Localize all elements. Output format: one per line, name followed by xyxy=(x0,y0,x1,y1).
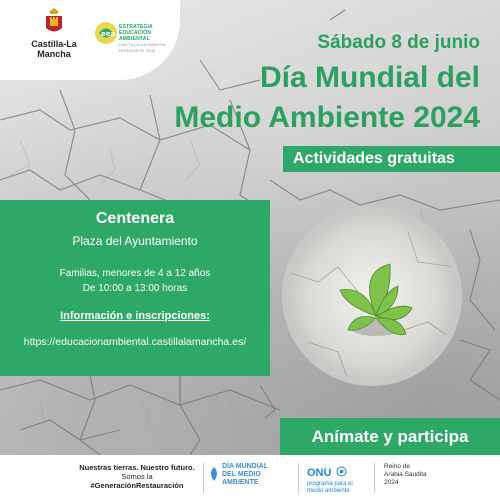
event-info-box xyxy=(0,200,270,376)
footer-divider xyxy=(203,463,204,493)
wed-line: AMBIENTE xyxy=(222,479,259,486)
svg-text:eea: eea xyxy=(101,30,116,38)
tagline-line-1: Nuestras tierras. Nuestro futuro. xyxy=(79,463,195,472)
wed-line: DÍA MUNDIAL xyxy=(222,463,269,470)
un-emblem-icon xyxy=(336,466,347,477)
wed-line: DEL MEDIO xyxy=(222,471,261,478)
host-year: 2024 xyxy=(384,479,399,486)
event-audience: Familias, menores de 4 a 12 años xyxy=(59,268,211,279)
event-title-line-2: Medio Ambiente 2024 xyxy=(174,101,480,134)
seedling-photo-circle xyxy=(282,206,462,386)
host-country xyxy=(384,463,444,487)
event-town: Centenera xyxy=(95,210,175,227)
program-logo-sub: CASTILLA-LA MANCHA HORIZONTE 2030 xyxy=(119,42,166,53)
region-logo-label: Castilla-La Mancha xyxy=(31,39,77,59)
participate-banner: Anímate y participa xyxy=(280,418,500,455)
free-activities-banner: Actividades gratuitas xyxy=(283,146,500,172)
program-logo-line: ESTRATEGIA xyxy=(119,24,153,30)
host-line-2: Arabia Saudita xyxy=(384,471,427,478)
event-date: Sábado 8 de junio xyxy=(317,32,480,53)
unep-sub-1: programa para el xyxy=(307,481,353,487)
eea-leaf-icon xyxy=(93,20,119,46)
event-title xyxy=(120,58,480,138)
event-title-line-1: Día Mundial del xyxy=(259,61,480,94)
unep-sub-2: medio ambiente xyxy=(307,488,350,494)
info-registration-label: Información e inscripciones: xyxy=(60,310,210,322)
region-logo xyxy=(14,8,94,59)
unep-logo xyxy=(307,463,367,495)
tagline-line-2: Somos la xyxy=(121,472,153,481)
program-logo-line: EDUCACIÓN xyxy=(119,30,152,36)
world-environment-day-icon xyxy=(208,467,220,481)
tagline-hashtag: #GeneraciónRestauración xyxy=(90,481,184,490)
event-place: Plaza del Ayuntamiento xyxy=(72,234,198,248)
world-environment-day-logo xyxy=(222,463,292,487)
seedling-icon xyxy=(288,212,456,380)
host-line-1: Reino de xyxy=(384,463,411,470)
event-hours: De 10:00 a 13:00 horas xyxy=(82,283,188,294)
footer-divider xyxy=(374,463,375,493)
footer xyxy=(0,455,500,500)
unep-title: ONU xyxy=(307,467,332,479)
campaign-tagline xyxy=(78,463,196,490)
castle-emblem-icon xyxy=(43,8,65,36)
program-logo-line: AMBIENTAL xyxy=(119,36,150,42)
footer-divider xyxy=(298,463,299,493)
registration-url-link[interactable]: https://educacionambiental.castillalamancha.es/ xyxy=(23,336,247,348)
